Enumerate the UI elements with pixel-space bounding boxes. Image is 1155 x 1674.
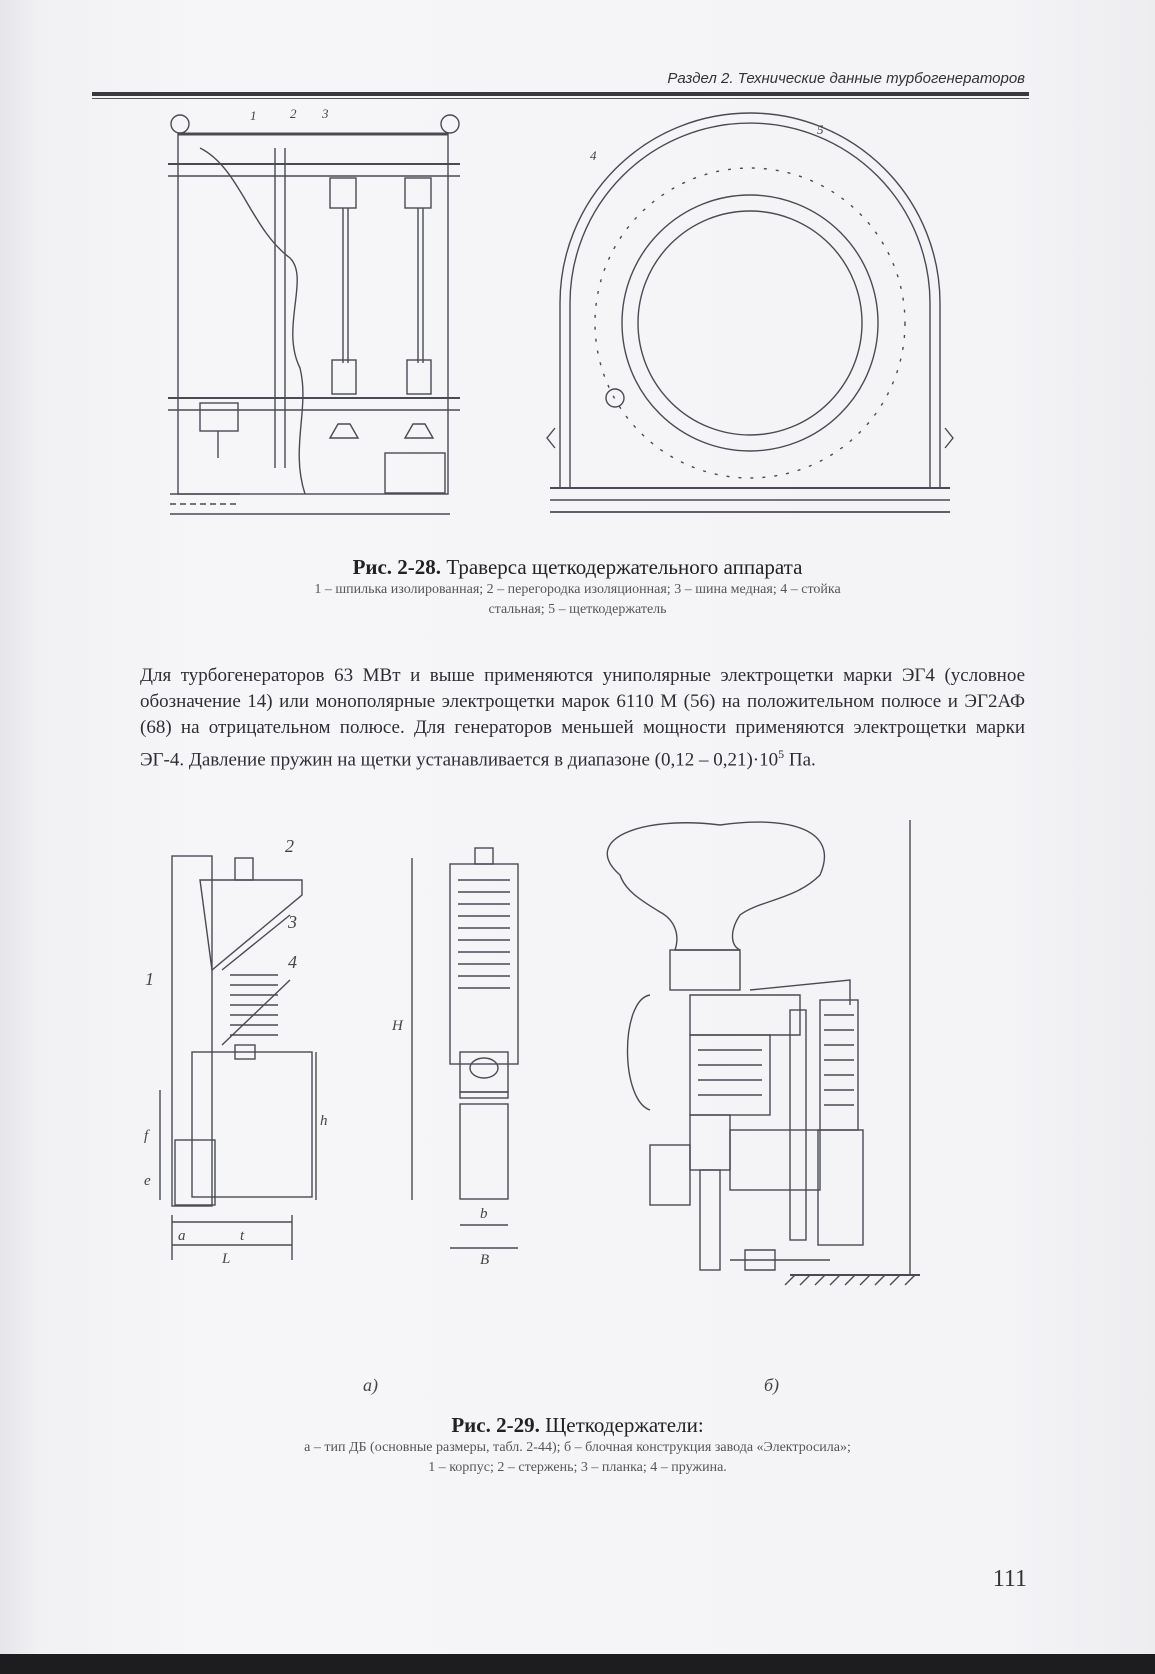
fig29-label: Рис. 2-29. <box>451 1413 540 1437</box>
fig29-num-4: 4 <box>288 952 297 972</box>
running-header <box>92 70 1029 104</box>
block-construction-holder <box>607 820 920 1285</box>
fig28-caption-title-line <box>120 555 1035 580</box>
fig28-label: Рис. 2-28. <box>352 555 442 579</box>
fig29-title: Щеткодержатели: <box>545 1413 704 1437</box>
sublabel-b: б) <box>764 1375 780 1395</box>
figure-2-28-caption <box>120 555 1035 620</box>
dim-L: L <box>222 1251 231 1267</box>
header-rule-thin <box>92 98 1029 99</box>
dim-h: h <box>320 1113 328 1129</box>
dim-a: a <box>178 1228 186 1244</box>
dim-H: H <box>392 1018 403 1034</box>
fig28-num-4: 4 <box>590 148 597 163</box>
brush-holder-front <box>391 848 518 1268</box>
traverse-drawing <box>160 108 980 558</box>
dim-b: b <box>480 1206 488 1222</box>
brush-holder-type-db <box>144 836 328 1267</box>
paragraph-exponent: 5 <box>778 747 785 761</box>
header-rule <box>92 92 1029 96</box>
fig28-num-1: 1 <box>250 108 257 123</box>
scan-edge-band <box>0 1654 1155 1674</box>
fig29-num-3: 3 <box>288 912 297 932</box>
paragraph-unit: Па. <box>784 749 816 771</box>
dim-t: t <box>240 1228 245 1244</box>
fig28-num-2: 2 <box>290 108 297 121</box>
traverse-front-view <box>547 113 953 512</box>
dim-e: e <box>144 1173 151 1189</box>
dim-f: f <box>144 1128 149 1144</box>
fig29-legend-2: 1 – корпус; 2 – стержень; 3 – планка; 4 – пружина. <box>428 1460 727 1475</box>
dim-B: B <box>480 1252 490 1268</box>
fig28-legend-1: 1 – шпилька изолированная; 2 – перегородка изоляционная; 3 – шина медная; 4 – стойка <box>314 582 841 597</box>
fig28-num-3: 3 <box>322 108 329 121</box>
fig29-num-2: 2 <box>285 836 294 856</box>
fig29-num-1: 1 <box>145 969 154 989</box>
section-title: Раздел 2. Технические данные турбогенераторов <box>667 70 1025 87</box>
fig29-caption-title-line <box>120 1413 1035 1438</box>
figure-2-29-caption <box>120 1413 1035 1478</box>
fig29-legend-1: а – тип ДБ (основные размеры, табл. 2-44); б – блочная конструкция завода «Электросила»; <box>304 1440 851 1455</box>
sublabel-a: а) <box>363 1375 378 1395</box>
figure-2-29 <box>130 820 1010 1380</box>
fig28-title: Траверса щеткодержательного аппарата <box>446 555 803 579</box>
figure-2-28 <box>160 108 980 558</box>
fig28-legend-2: стальная; 5 – щеткодержатель <box>488 602 667 617</box>
paragraph-main: Для турбогенераторов 63 МВт и выше применяются униполярные электрощетки марки ЭГ4 (условное обозначение 14) или монополярные электрощетки марок 6110 М (56) на положительном полюсе и ЭГ2АФ (68) на отрицательном полюсе. Для генераторов меньшей мощности применяются электрощетки марки ЭГ-4. Давление пружин на щетки устанавливается в диапазоне (0,12 – 0,21)·10 <box>140 665 1025 771</box>
body-paragraph <box>140 663 1025 773</box>
page-number: 111 <box>992 1566 1027 1592</box>
traverse-side-view <box>168 108 460 514</box>
paragraph-text <box>140 663 1025 773</box>
fig28-num-5: 5 <box>817 122 824 137</box>
brush-holders-drawing <box>130 820 1010 1380</box>
